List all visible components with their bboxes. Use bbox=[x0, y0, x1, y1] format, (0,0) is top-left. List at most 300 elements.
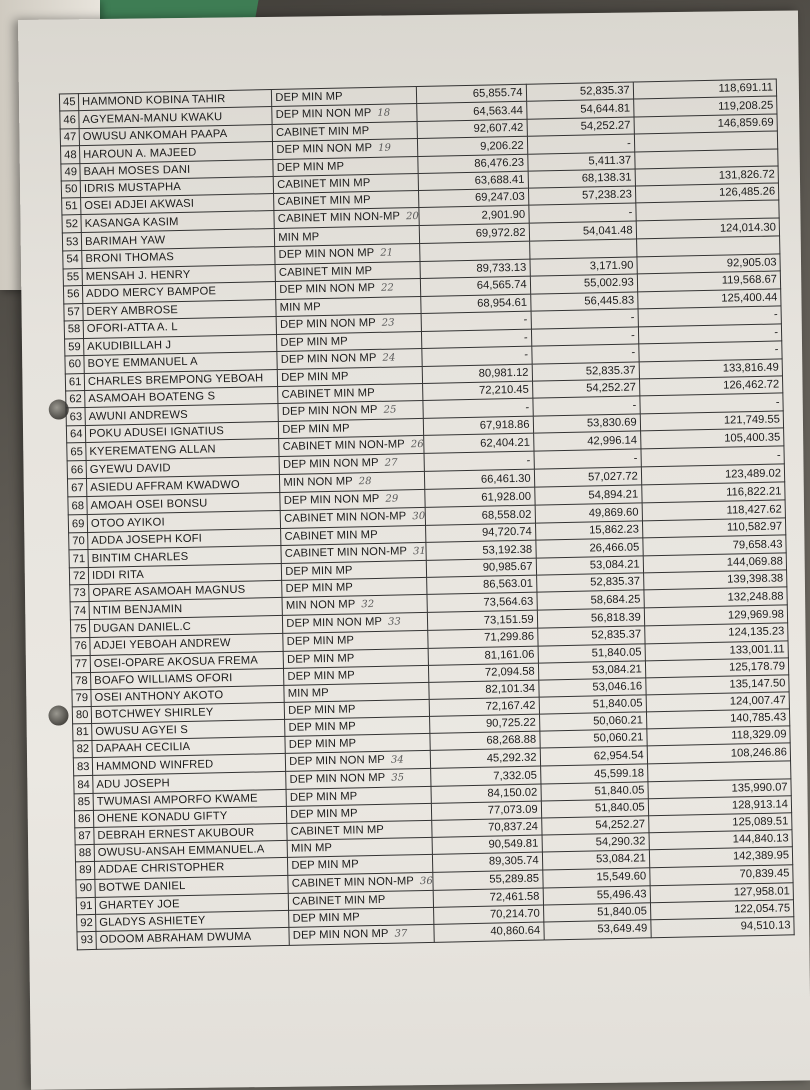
position-text: MIN NON MP bbox=[283, 475, 353, 490]
total-amount-text: 142,389.95 bbox=[732, 849, 790, 864]
row-number-text: 55 bbox=[66, 270, 80, 283]
amount-b bbox=[531, 309, 638, 329]
amount-b bbox=[535, 503, 642, 523]
amount-a-text: - bbox=[523, 313, 528, 327]
member-name-text: DERY AMBROSE bbox=[86, 303, 179, 318]
amount-a bbox=[433, 835, 542, 854]
member-name-text: GHARTEY JOE bbox=[98, 897, 180, 912]
position-text: DEP MIN MP bbox=[287, 669, 355, 683]
amount-b bbox=[537, 590, 644, 610]
position-text: CABINET MIN MP bbox=[278, 264, 373, 279]
amount-b-text: 42,996.14 bbox=[587, 434, 638, 448]
position-text: DEP MIN MP bbox=[286, 651, 355, 666]
row-number bbox=[72, 672, 91, 689]
amount-b bbox=[537, 608, 644, 628]
amount-b bbox=[535, 538, 642, 558]
amount-b bbox=[528, 203, 635, 223]
member-name-text: OWUSU AGYEI S bbox=[95, 723, 189, 738]
amount-a-text: 45,292.32 bbox=[486, 751, 537, 765]
amount-b-text: 51,840.05 bbox=[594, 784, 645, 798]
amount-a bbox=[425, 469, 534, 489]
total-amount-text: 132,248.88 bbox=[727, 590, 784, 604]
row-number bbox=[71, 638, 90, 655]
position-text: DEP MIN MP bbox=[286, 634, 355, 649]
row-number-text: 86 bbox=[77, 813, 91, 826]
row-number bbox=[73, 758, 92, 776]
row-number bbox=[62, 233, 81, 250]
row-number bbox=[77, 931, 96, 949]
amount-b-text: 55,002.93 bbox=[583, 276, 634, 290]
member-name-text: OSEI ANTHONY AKOTO bbox=[94, 688, 224, 704]
position-text: DEP MIN NON MP bbox=[276, 142, 373, 157]
amount-a-text: 61,928.00 bbox=[481, 490, 532, 504]
amount-a-text: 69,972.82 bbox=[475, 226, 526, 240]
amount-b bbox=[533, 414, 640, 433]
position bbox=[274, 208, 420, 229]
amount-a bbox=[426, 523, 535, 542]
amount-a bbox=[426, 540, 535, 560]
member-name-text: BOAFO WILLIAMS OFORI bbox=[94, 671, 233, 687]
amount-a-text: - bbox=[525, 401, 530, 414]
amount-b-text: 54,041.48 bbox=[582, 224, 633, 238]
member-name-text: HAROUN A. MAJEED bbox=[83, 146, 197, 161]
total-amount-text: - bbox=[774, 326, 779, 339]
amount-a bbox=[418, 136, 527, 156]
amount-a-text: 68,954.61 bbox=[477, 296, 528, 310]
total-amount-text: 146,859.69 bbox=[717, 116, 774, 130]
total-amount-text: 110,582.97 bbox=[726, 520, 783, 534]
position bbox=[280, 508, 426, 529]
total-amount-text: 127,958.01 bbox=[733, 884, 790, 899]
position-text: MIN NON MP bbox=[285, 598, 356, 613]
row-number bbox=[62, 198, 81, 215]
member-name-text: AKUDIBILLAH J bbox=[87, 339, 172, 353]
total-amount-text: 125,400.44 bbox=[721, 291, 778, 305]
total-amount-text: 129,969.98 bbox=[727, 608, 785, 622]
row-number-text: 83 bbox=[76, 760, 90, 773]
row-number-text: 81 bbox=[76, 725, 89, 739]
amount-b-text: 53,084.21 bbox=[591, 663, 642, 677]
row-number bbox=[61, 146, 80, 164]
member-name-text: CHARLES BREMPONG YEBOAH bbox=[87, 372, 264, 388]
document-page bbox=[18, 10, 810, 1089]
amount-a-text: 72,461.58 bbox=[489, 890, 540, 904]
amount-b-text: - bbox=[626, 137, 631, 150]
row-number bbox=[63, 250, 82, 268]
amount-b bbox=[527, 117, 634, 136]
row-number bbox=[64, 320, 83, 338]
amount-a-text: 72,167.42 bbox=[485, 699, 536, 713]
position bbox=[281, 543, 427, 564]
amount-a-text: 67,918.86 bbox=[479, 418, 530, 432]
row-number bbox=[76, 862, 95, 879]
row-number bbox=[61, 181, 80, 198]
row-number-text: 60 bbox=[68, 358, 82, 371]
row-number bbox=[63, 268, 82, 285]
row-number-text: 62 bbox=[69, 393, 82, 406]
row-number bbox=[60, 129, 79, 146]
handwritten-note: 31 bbox=[412, 546, 427, 558]
row-number-text: 69 bbox=[71, 517, 85, 530]
row-number-text: 59 bbox=[68, 340, 81, 354]
member-name bbox=[96, 927, 290, 949]
amount-a-text: - bbox=[526, 454, 531, 467]
amount-a-text: 53,192.38 bbox=[482, 543, 533, 557]
row-number bbox=[68, 515, 87, 533]
amount-b-text: 53,649.49 bbox=[597, 922, 648, 936]
total-amount bbox=[651, 917, 795, 938]
amount-b-text: - bbox=[632, 399, 637, 412]
amount-a-text: 90,549.81 bbox=[488, 838, 539, 852]
handwritten-note: 32 bbox=[361, 599, 375, 611]
amount-a bbox=[431, 784, 540, 803]
amount-a-text: 92,607.42 bbox=[473, 121, 524, 135]
member-name-text: GLADYS ASHIETEY bbox=[99, 914, 206, 929]
row-number-text: 47 bbox=[63, 131, 77, 144]
row-number-text: 63 bbox=[69, 410, 83, 423]
handwritten-note: 29 bbox=[385, 493, 399, 505]
amount-b-text: 56,818.39 bbox=[590, 611, 641, 625]
member-name-text: BINTIM CHARLES bbox=[91, 550, 189, 565]
position-text: CABINET MIN NON-MP bbox=[291, 874, 415, 890]
amount-b-text: 52,835.37 bbox=[591, 628, 642, 642]
amount-b bbox=[534, 485, 641, 505]
amount-a bbox=[420, 224, 529, 243]
row-number bbox=[69, 533, 88, 550]
row-number-text: 68 bbox=[71, 499, 85, 512]
total-amount-text: - bbox=[775, 396, 780, 409]
amount-a-text: 72,210.45 bbox=[478, 383, 529, 397]
row-number-text: 46 bbox=[63, 113, 77, 127]
amount-b-text: 26,466.05 bbox=[589, 541, 640, 555]
row-number bbox=[67, 461, 86, 479]
amount-b-text: - bbox=[628, 206, 633, 219]
row-number-text: 89 bbox=[79, 864, 92, 877]
amount-b bbox=[529, 221, 636, 240]
amount-a bbox=[425, 487, 534, 507]
amount-a bbox=[427, 558, 536, 577]
member-name-text: HAMMOND KOBINA TAHIR bbox=[81, 93, 226, 109]
total-amount-text: 79,658.43 bbox=[732, 538, 783, 552]
position-text: CABINET MIN MP bbox=[284, 529, 378, 544]
amount-b bbox=[536, 573, 643, 592]
total-amount-text: 92,905.03 bbox=[726, 256, 777, 270]
position-text: DEP MIN NON MP bbox=[283, 493, 380, 508]
amount-a-text: 70,214.70 bbox=[489, 907, 540, 921]
amount-a-text: 89,733.13 bbox=[476, 261, 527, 275]
amount-b-text: 45,599.18 bbox=[594, 766, 645, 781]
amount-a bbox=[429, 680, 538, 699]
amount-a-text: 7,332.05 bbox=[493, 769, 538, 783]
total-amount-text: 94,510.13 bbox=[740, 919, 791, 933]
row-number-text: 50 bbox=[64, 183, 78, 196]
position-text: CABINET MIN MP bbox=[275, 125, 370, 140]
amount-b bbox=[538, 643, 645, 662]
total-amount-text: 125,089.51 bbox=[732, 815, 789, 829]
amount-a bbox=[422, 346, 531, 366]
position-text: DEP MIN MP bbox=[282, 422, 350, 436]
amount-b-text: 3,171.90 bbox=[589, 259, 634, 273]
handwritten-note: 23 bbox=[381, 317, 395, 329]
position-text: MIN MP bbox=[290, 842, 333, 856]
amount-a bbox=[420, 259, 529, 278]
member-name-text: OSEI ADJEI AKWASI bbox=[84, 198, 195, 213]
total-amount-text: 131,826.72 bbox=[718, 168, 775, 183]
row-number-text: 57 bbox=[67, 305, 81, 319]
amount-a-text: 80,981.12 bbox=[478, 366, 529, 380]
position-text: CABINET MIN NON-MP bbox=[284, 510, 407, 526]
total-amount-text: - bbox=[776, 449, 781, 462]
row-number bbox=[66, 390, 85, 407]
position-text: CABINET MIN NON-MP bbox=[282, 438, 405, 454]
amount-b-text: - bbox=[630, 329, 635, 342]
member-name-text: IDRIS MUSTAPHA bbox=[83, 181, 182, 196]
amount-a-text: 2,901.90 bbox=[481, 208, 526, 222]
amount-a bbox=[419, 206, 528, 226]
amount-a bbox=[421, 294, 530, 313]
amount-a bbox=[429, 663, 538, 682]
amount-b bbox=[530, 292, 637, 311]
amount-a bbox=[431, 766, 540, 786]
amount-b bbox=[526, 82, 633, 101]
amount-b bbox=[540, 764, 647, 784]
row-number bbox=[74, 811, 93, 828]
row-number-text: 66 bbox=[70, 463, 84, 476]
position-text: CABINET MIN MP bbox=[281, 386, 375, 401]
position-text: MIN MP bbox=[278, 230, 320, 244]
row-number-text: 75 bbox=[73, 622, 87, 636]
amount-b bbox=[535, 521, 642, 540]
position-text: DEP MIN MP bbox=[288, 703, 356, 717]
row-number bbox=[59, 94, 78, 111]
row-number-text: 84 bbox=[77, 778, 90, 791]
position-text: CABINET MIN MP bbox=[277, 194, 371, 209]
member-name-text: AWUNI ANDREWS bbox=[88, 408, 188, 423]
amount-b bbox=[533, 431, 640, 451]
row-number bbox=[76, 879, 95, 897]
amount-b-text: - bbox=[631, 346, 636, 359]
row-number bbox=[75, 845, 94, 862]
position-text: DEP MIN MP bbox=[289, 790, 358, 804]
member-name-text: BARIMAH YAW bbox=[84, 233, 166, 248]
amount-a bbox=[431, 748, 540, 768]
amount-a bbox=[430, 697, 539, 716]
total-amount-text: 125,178.79 bbox=[728, 660, 786, 674]
amount-a-text: 71,299.86 bbox=[484, 631, 535, 645]
total-amount-text: 126,462.72 bbox=[723, 378, 780, 392]
amount-a bbox=[424, 433, 533, 453]
salary-table bbox=[59, 78, 795, 950]
amount-b-text: 50,060.21 bbox=[593, 731, 644, 745]
member-name-text: ADDO MERCY BAMPOE bbox=[85, 285, 217, 301]
position-text: CABINET MIN MP bbox=[277, 177, 371, 192]
member-name-text: HAMMOND WINFRED bbox=[95, 757, 214, 773]
amount-a-text: 68,558.02 bbox=[481, 508, 532, 522]
row-number-text: 64 bbox=[69, 428, 83, 441]
amount-b bbox=[530, 274, 637, 294]
total-amount-text: - bbox=[774, 343, 779, 356]
amount-a bbox=[428, 629, 537, 648]
member-name-text: BRONI THOMAS bbox=[85, 251, 175, 266]
amount-b-text: 15,862.23 bbox=[589, 523, 640, 537]
amount-b-text: 54,252.27 bbox=[586, 381, 637, 395]
total-amount-text: - bbox=[773, 308, 778, 321]
amount-a bbox=[427, 575, 536, 594]
amount-b-text: 54,252.27 bbox=[595, 818, 646, 832]
position-text: DEP MIN NON MP bbox=[292, 927, 389, 942]
member-name-text: OHENE KONADU GIFTY bbox=[96, 810, 228, 826]
amount-b-text: 51,840.05 bbox=[592, 697, 643, 711]
amount-a-text: 77,073.09 bbox=[487, 803, 538, 817]
amount-b-text: 53,046.16 bbox=[592, 680, 643, 694]
amount-a bbox=[434, 888, 543, 907]
amount-a-text: 82,101.34 bbox=[485, 682, 536, 696]
row-number-text: 85 bbox=[77, 796, 91, 809]
row-number-text: 70 bbox=[72, 535, 85, 548]
amount-b-text: 52,835.37 bbox=[585, 364, 636, 378]
amount-a bbox=[420, 241, 529, 261]
amount-b bbox=[531, 344, 638, 364]
amount-a bbox=[432, 818, 541, 837]
row-number bbox=[70, 585, 89, 602]
row-number bbox=[65, 373, 84, 390]
amount-b bbox=[532, 379, 639, 398]
total-amount-text: 118,329.09 bbox=[731, 728, 787, 742]
amount-a-text: 55,289.85 bbox=[489, 872, 540, 886]
position-text: DEP MIN MP bbox=[276, 160, 345, 175]
amount-b-text: 54,252.27 bbox=[580, 119, 631, 133]
row-number-text: 90 bbox=[79, 882, 93, 895]
amount-b-text: 58,684.25 bbox=[590, 593, 641, 607]
position-text: DEP MIN NON MP bbox=[281, 403, 378, 418]
row-number-text: 91 bbox=[79, 899, 93, 912]
amount-b-text: 53,830.69 bbox=[586, 416, 637, 430]
row-number bbox=[72, 706, 91, 723]
row-number-text: 48 bbox=[64, 148, 77, 162]
handwritten-note: 19 bbox=[377, 142, 392, 155]
amount-a-text: 66,461.30 bbox=[480, 472, 531, 486]
row-number-text: 51 bbox=[65, 200, 78, 213]
member-name-text: AGYEMAN-MANU KWAKU bbox=[82, 110, 223, 126]
amount-b bbox=[532, 362, 639, 381]
amount-b-text: - bbox=[633, 452, 638, 465]
total-amount-text: 139,398.38 bbox=[727, 572, 784, 586]
amount-a bbox=[422, 311, 531, 331]
amount-a bbox=[433, 852, 542, 871]
amount-a bbox=[423, 381, 532, 400]
amount-a bbox=[426, 505, 535, 525]
row-number-text: 52 bbox=[65, 218, 79, 231]
amount-b-text: 57,027.72 bbox=[587, 470, 638, 484]
member-name-text: BAAH MOSES DANI bbox=[83, 164, 191, 179]
row-number-text: 65 bbox=[70, 445, 83, 458]
total-amount-text: 123,489.02 bbox=[724, 467, 782, 481]
amount-a-text: 90,985.67 bbox=[482, 560, 533, 574]
member-name-text: TWUMASI AMPORFO KWAME bbox=[96, 792, 258, 808]
member-name-text: DUGAN DANIEL.C bbox=[93, 620, 192, 635]
total-amount-text: 119,208.25 bbox=[718, 99, 774, 113]
amount-b-text: 51,840.05 bbox=[594, 801, 645, 815]
amount-a-text: 63,688.41 bbox=[474, 174, 525, 188]
amount-a-text: 62,404.21 bbox=[480, 436, 531, 450]
amount-b bbox=[534, 449, 641, 469]
row-number bbox=[60, 111, 79, 129]
amount-a-text: 64,565.74 bbox=[476, 278, 527, 292]
position-text: DEP MIN MP bbox=[290, 807, 358, 822]
total-amount-text: 119,568.67 bbox=[721, 273, 778, 287]
amount-a bbox=[433, 870, 542, 890]
amount-a-text: 84,150.02 bbox=[487, 786, 538, 800]
row-number bbox=[77, 914, 96, 931]
row-number-text: 77 bbox=[74, 657, 88, 670]
row-number bbox=[65, 355, 84, 373]
row-number-text: 72 bbox=[72, 570, 86, 583]
member-name-text: POKU ADUSEI IGNATIUS bbox=[88, 425, 225, 441]
amount-b bbox=[539, 712, 646, 731]
position-text: DEP MIN MP bbox=[281, 370, 349, 384]
row-number-text: 73 bbox=[73, 587, 86, 600]
handwritten-note: 18 bbox=[377, 107, 391, 119]
amount-a bbox=[418, 119, 527, 138]
amount-b-text: 54,290.32 bbox=[595, 835, 646, 849]
row-number-text: 49 bbox=[64, 166, 78, 179]
amount-b bbox=[540, 746, 647, 766]
total-amount-text: 135,147.50 bbox=[729, 677, 786, 691]
amount-a bbox=[432, 801, 541, 820]
member-name-text: OFORI-ATTA A. L bbox=[86, 321, 178, 336]
member-name-text: IDDI RITA bbox=[91, 569, 145, 583]
handwritten-note: 30 bbox=[412, 511, 426, 523]
total-amount-text: 140,785.43 bbox=[730, 711, 787, 725]
member-name-text: GYEWU DAVID bbox=[89, 461, 171, 476]
amount-a-text: - bbox=[524, 349, 529, 362]
amount-a-text: 73,564.63 bbox=[483, 595, 534, 609]
amount-a-text: 9,206.22 bbox=[480, 139, 524, 153]
row-number bbox=[65, 338, 84, 355]
member-name-text: OPARE ASAMOAH MAGNUS bbox=[92, 584, 246, 600]
amount-b-text: 54,894.21 bbox=[588, 488, 639, 502]
position bbox=[289, 924, 435, 945]
row-number bbox=[67, 479, 86, 497]
handwritten-note: 34 bbox=[390, 754, 404, 766]
amount-b-text: 5,411.37 bbox=[588, 154, 632, 168]
amount-a-text: 86,563.01 bbox=[482, 578, 534, 592]
position-text: DEP MIN MP bbox=[285, 564, 353, 579]
member-name-text: OTOO AYIKOI bbox=[90, 516, 165, 530]
handwritten-note: 22 bbox=[380, 282, 395, 294]
row-number-text: 58 bbox=[67, 323, 81, 336]
position-text: DEP MIN MP bbox=[292, 911, 360, 925]
amount-a bbox=[429, 646, 538, 665]
position-text: CABINET MIN NON-MP bbox=[284, 545, 408, 561]
amount-b-text: 57,238.23 bbox=[582, 188, 633, 202]
amount-a bbox=[423, 398, 532, 418]
row-number-text: 56 bbox=[66, 288, 80, 301]
member-name-text: OWUSU-ANSAH EMMANUEL.A bbox=[97, 843, 265, 860]
position-text: CABINET MIN MP bbox=[290, 824, 385, 839]
amount-a bbox=[428, 611, 537, 631]
member-name-text: ADDA JOSEPH KOFI bbox=[91, 532, 203, 548]
amount-a-text: 70,837.24 bbox=[488, 820, 539, 834]
row-number bbox=[74, 794, 93, 811]
amount-a bbox=[424, 416, 533, 435]
total-amount-text: 124,135.23 bbox=[728, 625, 785, 640]
row-number bbox=[73, 723, 92, 740]
row-number bbox=[61, 164, 80, 181]
position-text: DEP MIN NON MP bbox=[286, 616, 383, 631]
position-text: CABINET MIN NON-MP bbox=[277, 210, 401, 226]
amount-b bbox=[528, 186, 635, 205]
